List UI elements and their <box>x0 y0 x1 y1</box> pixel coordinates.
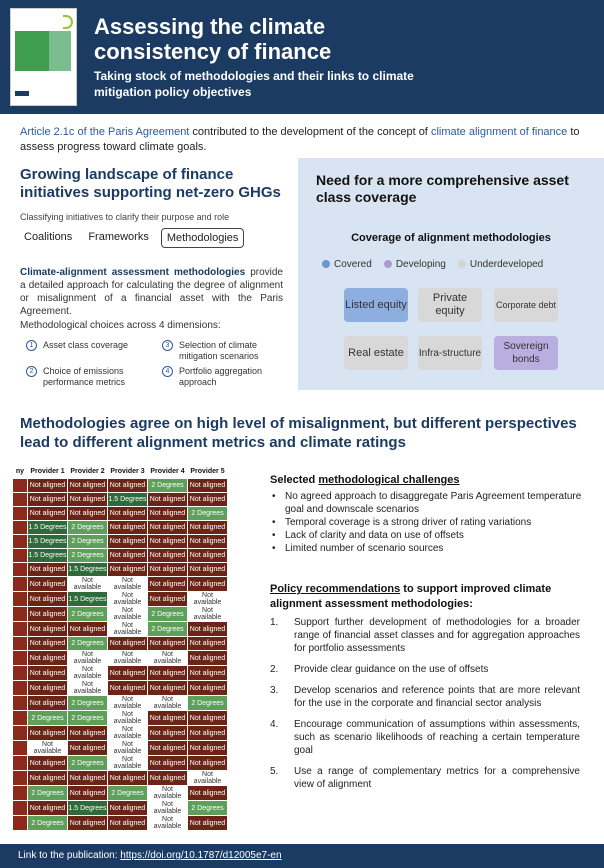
row-label-swatch <box>13 786 28 801</box>
legend-label: Covered <box>334 259 372 270</box>
row-label-swatch <box>13 607 28 622</box>
list-item <box>270 718 580 757</box>
list-item <box>270 616 580 655</box>
row-label-swatch <box>13 549 28 563</box>
rating-cell: Not aligned <box>28 563 68 577</box>
rating-cell: Not available <box>108 592 148 607</box>
row-label-swatch <box>13 592 28 607</box>
publisher-logo-icon <box>15 91 29 96</box>
rating-cell: Not available <box>148 801 188 816</box>
challenges-title-underlined: methodological challenges <box>318 474 460 486</box>
rating-cell: Not available <box>148 786 188 801</box>
rating-cell: 2 Degrees <box>188 696 228 711</box>
intro-text <box>20 125 590 155</box>
rating-cell: Not aligned <box>188 756 228 771</box>
challenges-title <box>270 474 460 486</box>
rating-cell: Not aligned <box>148 549 188 563</box>
legend-item-developing <box>384 259 446 270</box>
legend-label: Developing <box>395 259 446 270</box>
rating-cell: Not aligned <box>108 801 148 816</box>
rating-cell: Not available <box>28 741 68 756</box>
rating-cell: Not aligned <box>108 479 148 493</box>
column-header: Provider 1 <box>28 465 68 479</box>
rating-cell: Not aligned <box>188 622 228 637</box>
list-item: • Temporal coverage is a strong driver of rating variations <box>270 516 590 529</box>
rating-cell: Not aligned <box>108 521 148 535</box>
rating-cell: 2 Degrees <box>188 801 228 816</box>
rating-cell: Not aligned <box>148 592 188 607</box>
dimension-label: Portfolio aggregation approach <box>179 366 263 387</box>
item-number: 2. <box>270 664 279 675</box>
rating-cell: Not available <box>108 577 148 592</box>
rating-cell: Not aligned <box>148 711 188 726</box>
rating-cell: Not aligned <box>28 507 68 521</box>
rating-cell: 1.5 Degrees <box>28 549 68 563</box>
table-row <box>13 479 228 493</box>
legend-dot-icon <box>458 260 466 268</box>
footer-label: Link to the publication: <box>18 850 121 861</box>
rating-cell: Not aligned <box>28 592 68 607</box>
rating-cell: Not aligned <box>108 666 148 681</box>
asset-listed-equity: Listed equity <box>344 288 408 322</box>
rating-cell: 2 Degrees <box>68 756 108 771</box>
table-row <box>13 607 228 622</box>
list-item: • Lack of clarity and data on use of offsets <box>270 529 590 542</box>
row-label-swatch <box>13 637 28 651</box>
row-label-swatch <box>13 535 28 549</box>
policy-title-underlined: Policy recommendations <box>270 583 401 595</box>
rating-cell: Not aligned <box>28 696 68 711</box>
panel-title: Need for a more comprehensive asset class coverage <box>316 172 569 205</box>
legend-item-underdeveloped <box>458 259 543 270</box>
rating-cell: Not aligned <box>148 681 188 696</box>
item-text: Develop scenarios and reference points that are more relevant for the use in the corporate and financial sector analysis <box>294 685 580 709</box>
rating-cell: 2 Degrees <box>68 711 108 726</box>
legend-dot-icon <box>384 260 392 268</box>
legend-dot-icon <box>322 260 330 268</box>
policy-list <box>270 616 580 799</box>
item-text: Provide clear guidance on the use of offsets <box>294 664 489 675</box>
rating-cell: Not aligned <box>68 726 108 741</box>
table-row <box>13 726 228 741</box>
rating-cell: 2 Degrees <box>28 816 68 831</box>
table-row <box>13 801 228 816</box>
rating-cell: Not aligned <box>188 493 228 507</box>
rating-cell: Not aligned <box>28 801 68 816</box>
table-row <box>13 681 228 696</box>
rating-cell: Not aligned <box>188 726 228 741</box>
policy-title-rest: to support improved climate alignment assessment methodologies: <box>270 583 552 610</box>
rating-cell: Not aligned <box>28 577 68 592</box>
row-label-swatch <box>13 563 28 577</box>
row-label-swatch <box>13 521 28 535</box>
table-header-row <box>13 465 228 479</box>
rating-cell: 1.5 Degrees <box>68 592 108 607</box>
dimension-number: 3 <box>162 340 173 351</box>
item-number: 5. <box>270 766 279 777</box>
publication-link[interactable]: https://doi.org/10.1787/d12005e7-en <box>120 850 282 861</box>
table-row <box>13 549 228 563</box>
rating-cell: Not aligned <box>108 549 148 563</box>
row-label-swatch <box>13 771 28 786</box>
rating-cell: 2 Degrees <box>68 535 108 549</box>
rating-cell: Not aligned <box>188 563 228 577</box>
row-label-swatch <box>13 756 28 771</box>
rating-cell: Not aligned <box>148 726 188 741</box>
cover-band <box>15 31 49 71</box>
list-item <box>270 765 580 791</box>
tab-frameworks[interactable]: Frameworks <box>88 231 149 243</box>
rating-cell: Not available <box>68 577 108 592</box>
row-label-swatch <box>13 711 28 726</box>
item-number: 4. <box>270 719 279 730</box>
dimension-label: Selection of climate mitigation scenarios <box>179 340 259 361</box>
rating-cell: Not aligned <box>68 622 108 637</box>
table-row <box>13 771 228 786</box>
column-header: Provider 3 <box>108 465 148 479</box>
tab-coalitions[interactable]: Coalitions <box>24 231 73 243</box>
policy-title <box>270 582 590 612</box>
table-row <box>13 786 228 801</box>
intro-highlight-concept: climate alignment of finance <box>430 126 568 138</box>
rating-cell: Not aligned <box>188 741 228 756</box>
rating-cell: Not available <box>108 651 148 666</box>
page-title: Assessing the climate consistency of finance <box>94 14 332 64</box>
rating-cell: 2 Degrees <box>28 786 68 801</box>
header-banner <box>0 0 604 114</box>
rating-cell: 2 Degrees <box>148 479 188 493</box>
list-item <box>270 684 580 710</box>
rating-cell: 2 Degrees <box>148 622 188 637</box>
list-item: • Limited number of scenario sources <box>270 542 590 555</box>
item-text: Encourage communication of assumptions within assessments, such as scenario likelihoods of reaching a certain temperature goal <box>294 719 580 756</box>
rating-cell: Not available <box>188 607 228 622</box>
row-label-swatch <box>13 479 28 493</box>
rating-cell: 2 Degrees <box>108 786 148 801</box>
rating-cell: Not aligned <box>68 816 108 831</box>
cover-band-light <box>49 31 71 71</box>
table-row <box>13 637 228 651</box>
dimension-label: Asset class coverage <box>43 340 129 350</box>
methodologies-term: Climate-alignment assessment methodologies <box>20 267 246 278</box>
section-title-landscape: Growing landscape of finance initiatives supporting net-zero GHGs <box>20 166 281 201</box>
intro-text-middle: contributed to the development of the concept of <box>189 126 431 138</box>
rating-cell: 1.5 Degrees <box>28 535 68 549</box>
item-number: 1. <box>270 617 279 628</box>
rating-cell: Not aligned <box>148 666 188 681</box>
row-label-swatch <box>13 801 28 816</box>
rating-cell: Not available <box>68 666 108 681</box>
rating-cell: Not available <box>108 726 148 741</box>
rating-cell: Not aligned <box>148 507 188 521</box>
dimension-item <box>26 366 156 388</box>
rating-cell: Not aligned <box>148 521 188 535</box>
row-label-swatch <box>13 577 28 592</box>
table-row <box>13 507 228 521</box>
rating-cell: Not aligned <box>188 479 228 493</box>
asset-real-estate: Real estate <box>344 336 408 370</box>
table-row <box>13 711 228 726</box>
table-row <box>13 651 228 666</box>
coverage-legend <box>322 259 543 270</box>
rating-cell: 2 Degrees <box>188 507 228 521</box>
rating-cell: Not aligned <box>68 786 108 801</box>
table-corner-label: ny <box>13 465 28 479</box>
rating-cell: 2 Degrees <box>68 637 108 651</box>
table-row <box>13 521 228 535</box>
table-row <box>13 622 228 637</box>
list-item <box>270 663 580 676</box>
rating-cell: Not aligned <box>108 681 148 696</box>
asset-sovereign-bonds: Sovereign bonds <box>494 336 558 370</box>
rating-cell: Not aligned <box>28 651 68 666</box>
rating-cell: Not aligned <box>28 637 68 651</box>
rating-cell: Not aligned <box>188 535 228 549</box>
challenges-title-prefix: Selected <box>270 474 319 486</box>
rating-cell: Not available <box>148 816 188 831</box>
rating-cell: Not aligned <box>148 771 188 786</box>
rating-cell: Not aligned <box>28 479 68 493</box>
rating-cell: 1.5 Degrees <box>68 563 108 577</box>
rating-cell: Not available <box>108 711 148 726</box>
panel-subtitle: Coverage of alignment methodologies <box>351 232 551 244</box>
rating-cell: 2 Degrees <box>148 607 188 622</box>
table-row <box>13 577 228 592</box>
item-text: Use a range of complementary metrics for a comprehensive view of alignment <box>294 766 580 790</box>
intro-text-end: to assess progress toward climate goals. <box>20 126 580 153</box>
row-label-swatch <box>13 651 28 666</box>
table-row <box>13 592 228 607</box>
row-label-swatch <box>13 507 28 521</box>
rating-cell: Not available <box>68 681 108 696</box>
rating-cell: Not aligned <box>28 622 68 637</box>
rating-cell: Not aligned <box>188 637 228 651</box>
rating-cell: Not available <box>108 756 148 771</box>
rating-cell: Not aligned <box>28 607 68 622</box>
rating-cell: Not aligned <box>108 563 148 577</box>
table-row <box>13 756 228 771</box>
choices-caption: Methodological choices across 4 dimensions: <box>20 320 221 331</box>
rating-cell: Not aligned <box>28 756 68 771</box>
page-subtitle: Taking stock of methodologies and their links to climate mitigation policy objectives <box>94 69 414 99</box>
rating-cell: Not aligned <box>148 577 188 592</box>
rating-cell: Not aligned <box>28 493 68 507</box>
rating-cell: 2 Degrees <box>28 711 68 726</box>
row-label-swatch <box>13 622 28 637</box>
table-row <box>13 741 228 756</box>
rating-cell: Not aligned <box>188 521 228 535</box>
report-cover-image[interactable] <box>10 8 77 106</box>
rating-cell: Not aligned <box>188 549 228 563</box>
footer-bar <box>0 844 604 868</box>
asset-infrastructure: Infra-structure <box>418 336 482 370</box>
legend-label: Underdeveloped <box>469 259 544 270</box>
rating-cell: 1.5 Degrees <box>28 521 68 535</box>
table-row <box>13 535 228 549</box>
rating-cell: Not aligned <box>28 681 68 696</box>
dimension-label: Choice of emissions performance metrics <box>43 366 126 387</box>
rating-cell: 2 Degrees <box>68 549 108 563</box>
rating-cell: Not aligned <box>28 771 68 786</box>
oecd-logo-icon <box>63 15 73 29</box>
rating-cell: Not available <box>108 696 148 711</box>
rating-cell: Not aligned <box>148 493 188 507</box>
section-title-misalignment: Methodologies agree on high level of misalignment, but different perspectives lead to different alignment metrics and climate ratings <box>20 415 577 451</box>
rating-cell: Not aligned <box>108 816 148 831</box>
provider-ratings-table <box>12 464 228 831</box>
row-label-swatch <box>13 726 28 741</box>
dimension-item <box>26 340 156 351</box>
row-label-swatch <box>13 666 28 681</box>
column-header: Provider 4 <box>148 465 188 479</box>
rating-cell: Not available <box>68 651 108 666</box>
row-label-swatch <box>13 696 28 711</box>
row-label-swatch <box>13 493 28 507</box>
row-label-swatch <box>13 681 28 696</box>
rating-cell: Not aligned <box>188 651 228 666</box>
rating-cell: Not available <box>108 607 148 622</box>
item-number: 3. <box>270 685 279 696</box>
rating-cell: Not available <box>108 741 148 756</box>
item-text: Support further development of methodologies for a broader range of financial asset classes and for aggregation approaches for portfolio assessments <box>294 617 580 654</box>
rating-cell: Not aligned <box>188 816 228 831</box>
asset-corporate-debt: Corporate debt <box>494 288 558 322</box>
rating-cell: Not aligned <box>68 741 108 756</box>
tab-methodologies[interactable]: Methodologies <box>161 228 245 248</box>
table-body <box>13 479 228 831</box>
legend-item-covered <box>322 259 372 270</box>
rating-cell: Not available <box>148 696 188 711</box>
intro-highlight-article: Article 2.1c of the Paris Agreement <box>20 126 190 138</box>
asset-coverage-panel <box>298 158 604 390</box>
asset-private-equity: Private equity <box>418 288 482 322</box>
rating-cell: Not aligned <box>28 726 68 741</box>
rating-cell: Not aligned <box>68 507 108 521</box>
methodologies-definition: provide a detailed approach for calculating the degree of alignment or misalignment of a financial asset with the Paris Agreement. <box>20 267 283 317</box>
rating-cell: Not aligned <box>148 535 188 549</box>
table-row <box>13 563 228 577</box>
table-row <box>13 816 228 831</box>
rating-cell: 2 Degrees <box>68 607 108 622</box>
rating-cell: Not available <box>188 592 228 607</box>
dimension-number: 1 <box>26 340 37 351</box>
rating-cell: 2 Degrees <box>68 696 108 711</box>
classify-caption: Classifying initiatives to clarify their purpose and role <box>20 212 230 222</box>
rating-cell: Not aligned <box>28 666 68 681</box>
rating-cell: Not aligned <box>148 756 188 771</box>
column-header: Provider 2 <box>68 465 108 479</box>
rating-cell: Not aligned <box>108 637 148 651</box>
rating-cell: Not aligned <box>68 493 108 507</box>
rating-cell: Not aligned <box>188 786 228 801</box>
rating-cell: 1.5 Degrees <box>108 493 148 507</box>
rating-cell: Not aligned <box>108 771 148 786</box>
rating-cell: Not aligned <box>108 507 148 521</box>
rating-cell: Not available <box>108 622 148 637</box>
rating-cell: Not aligned <box>188 681 228 696</box>
rating-cell: Not aligned <box>188 577 228 592</box>
rating-cell: Not aligned <box>148 637 188 651</box>
column-header: Provider 5 <box>188 465 228 479</box>
table-row <box>13 696 228 711</box>
dimension-item <box>162 340 292 362</box>
rating-cell: Not aligned <box>188 666 228 681</box>
table-row <box>13 666 228 681</box>
rating-cell: 2 Degrees <box>68 521 108 535</box>
rating-cell: Not aligned <box>148 563 188 577</box>
rating-cell: Not aligned <box>108 535 148 549</box>
rating-cell: 1.5 Degrees <box>68 801 108 816</box>
table-row <box>13 493 228 507</box>
rating-cell: Not available <box>148 651 188 666</box>
dimension-item <box>162 366 292 388</box>
rating-cell: Not aligned <box>68 479 108 493</box>
rating-cell: Not aligned <box>68 771 108 786</box>
rating-cell: Not available <box>188 771 228 786</box>
dimension-number: 4 <box>162 366 173 377</box>
challenges-list <box>270 490 590 555</box>
initiative-tabs <box>20 228 244 248</box>
list-item: • No agreed approach to disaggregate Paris Agreement temperature goal and downscale scenarios <box>270 490 590 516</box>
rating-cell: Not aligned <box>188 711 228 726</box>
methodologies-description <box>20 266 283 318</box>
row-label-swatch <box>13 816 28 831</box>
rating-cell: Not aligned <box>148 741 188 756</box>
row-label-swatch <box>13 741 28 756</box>
dimension-number: 2 <box>26 366 37 377</box>
